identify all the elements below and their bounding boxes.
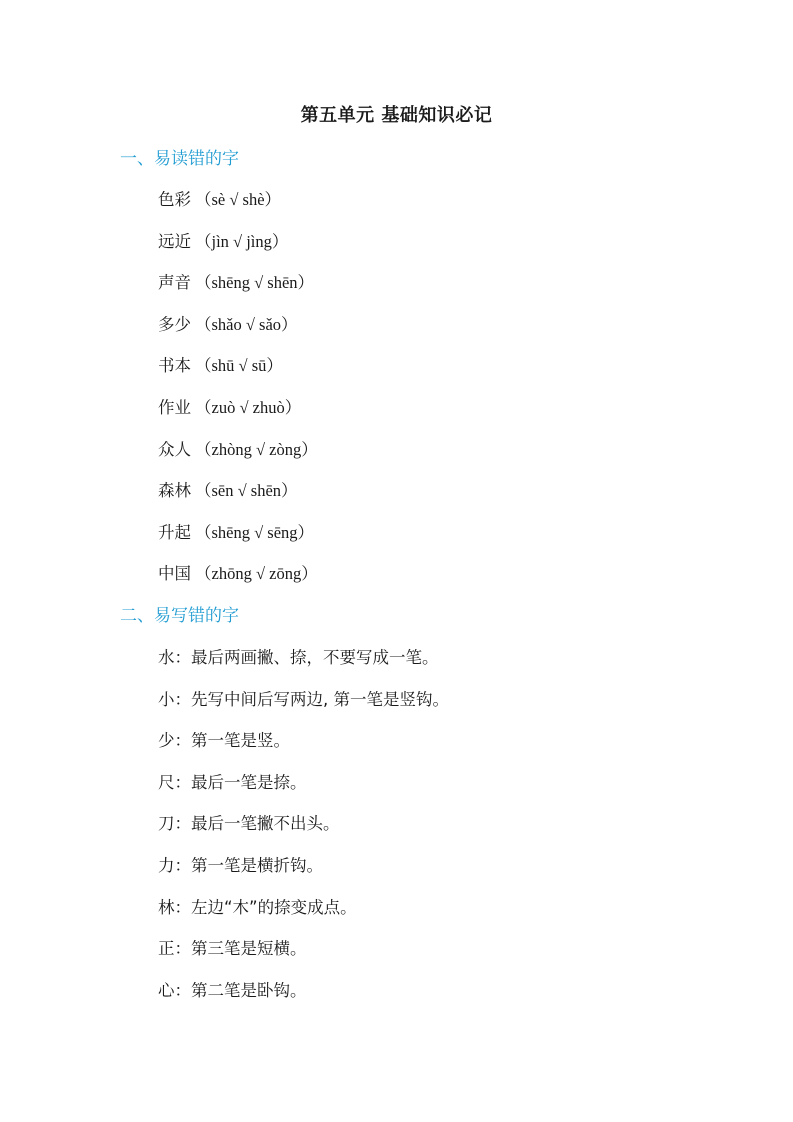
list-item	[158, 395, 318, 437]
page-title: 第五单元 基础知识必记	[300, 105, 493, 126]
list-item	[158, 853, 449, 895]
list-item	[158, 770, 449, 812]
rule-text: 林：左边“木”的捺变成点。	[158, 897, 357, 917]
pinyin: （jìn √ jìng）	[195, 231, 289, 251]
rule-text: 正：第三笔是短横。	[158, 939, 307, 959]
pinyin: （shēng √ shēn）	[195, 273, 315, 293]
pinyin: （sè √ shè）	[195, 190, 282, 209]
rule-text: 尺：最后一笔是捺。	[158, 772, 307, 792]
pinyin: （zhōng √ zōng）	[195, 564, 318, 584]
list-item	[158, 478, 318, 520]
list-item	[158, 687, 449, 729]
rule-text: 少：第一笔是竖。	[158, 731, 290, 751]
rule-text: 小：先写中间后写两边, 第一笔是竖钩。	[158, 689, 449, 709]
list-item	[158, 811, 449, 853]
word: 中国	[158, 564, 191, 584]
list-item	[158, 520, 318, 562]
word: 森林	[158, 481, 191, 501]
list-item	[158, 936, 449, 978]
word: 色彩	[158, 190, 191, 209]
list-item	[158, 437, 318, 479]
list-item	[158, 187, 318, 229]
rule-text: 心：第二笔是卧钩。	[158, 980, 307, 1000]
section-heading-misread: 一、易读错的字	[120, 149, 239, 169]
list-item	[158, 312, 318, 354]
word: 远近	[158, 231, 191, 251]
word: 升起	[158, 522, 191, 542]
section-heading-miswritten: 二、易写错的字	[120, 606, 239, 626]
pinyin: （zhòng √ zòng）	[195, 439, 318, 459]
rule-text: 刀：最后一笔撇不出头。	[158, 814, 340, 834]
list-item	[158, 270, 318, 312]
list-item	[158, 561, 318, 603]
pinyin: （shēng √ sēng）	[195, 522, 315, 542]
pinyin: （sēn √ shēn）	[195, 481, 298, 501]
list-item	[158, 353, 318, 395]
rule-text: 力：第一笔是横折钩。	[158, 855, 323, 875]
rule-text: 水：最后两画撇、捺，不要写成一笔。	[158, 648, 439, 667]
pinyin: （shū √ sū）	[195, 356, 283, 376]
pinyin: （shǎo √ sǎo）	[195, 314, 298, 334]
miswritten-char-list	[158, 645, 449, 1019]
list-item	[158, 978, 449, 1020]
word: 声音	[158, 273, 191, 293]
pinyin: （zuò √ zhuò）	[195, 397, 302, 417]
list-item	[158, 728, 449, 770]
list-item	[158, 229, 318, 271]
list-item	[158, 895, 449, 937]
misread-word-list	[158, 187, 318, 603]
word: 众人	[158, 439, 191, 459]
word: 多少	[158, 314, 191, 334]
list-item	[158, 645, 449, 687]
word: 作业	[158, 397, 191, 417]
word: 书本	[158, 356, 191, 376]
